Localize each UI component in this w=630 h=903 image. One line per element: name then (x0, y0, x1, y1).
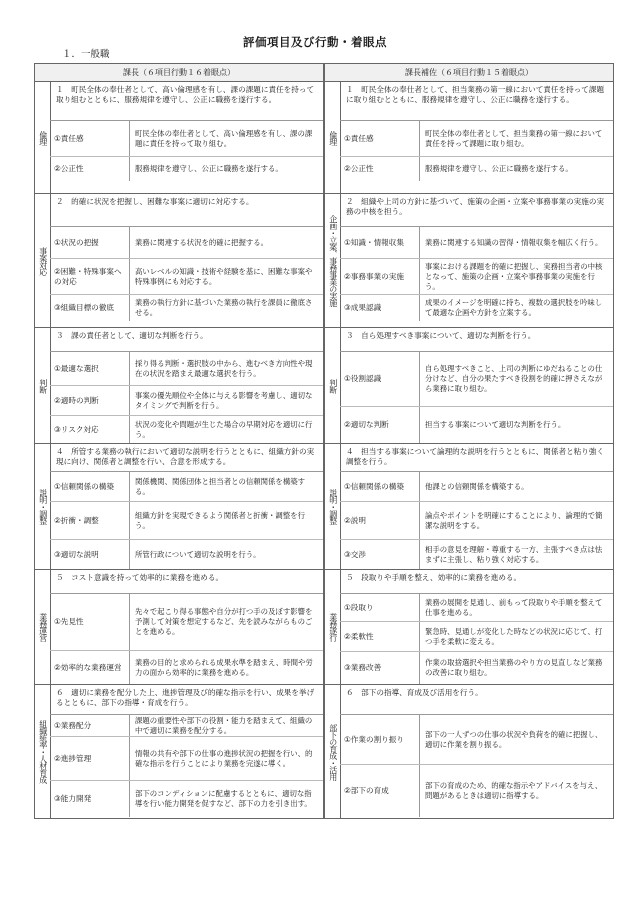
item-content (50, 444, 323, 569)
column-header: 課長補佐（６項目行動１５着眼点） (325, 64, 613, 82)
viewpoint-description: 部下の一人ずつの仕事の状況や負荷を的確に把握し、適切に作業を割り振る。 (425, 729, 603, 749)
item-action-statement: ６ 適切に業務を配分した上、進捗管理及び的確な指示を行い、成果を挙げるとともに、部下の指導・育成を行う。 (50, 685, 323, 715)
viewpoint-name: ①知識・情報収集 (340, 227, 420, 258)
viewpoint-row (50, 227, 323, 259)
viewpoint-name: ①信頼関係の構築 (340, 472, 420, 501)
viewpoint-description: 情報の共有や部下の仕事の進捗状況の把握を行い、的確な指示を行うことにより業務を完遂に導く。 (135, 748, 313, 768)
viewpoint-description: 作業の取捨選択や担当業務のやり方の見直しなど業務の改善に取り組む。 (425, 658, 603, 677)
viewpoint-name: ②適切な判断 (340, 407, 420, 443)
item-action-statement: ２ 的確に状況を把握し、困難な事案に適切に対応する。 (50, 194, 323, 227)
viewpoint-description: 業務の目的と求められる成果水準を踏まえ、時間や労力の面から効率的に業務を進める。 (135, 657, 313, 677)
evaluation-item-block (325, 444, 613, 570)
viewpoint-name: ②進捗管理 (50, 737, 130, 780)
category-label: 部下の育成・活用 (325, 685, 341, 818)
viewpoint-name: ①業務配分 (50, 715, 130, 736)
viewpoint-row (340, 352, 613, 407)
viewpoint-row (50, 737, 323, 781)
viewpoint-description: 高いレベルの知識・技術や経験を基に、困難な事案や特殊事例にも対応する。 (135, 266, 313, 286)
viewpoint-name: ②部下の育成 (340, 765, 420, 817)
item-content (340, 570, 613, 684)
item-content (50, 570, 323, 684)
viewpoint-name: ②適時の判断 (50, 386, 130, 415)
right-table-kacho-hosa (324, 63, 614, 819)
viewpoint-row (50, 259, 323, 295)
evaluation-item-block (35, 444, 323, 570)
viewpoint-name: ②公正性 (340, 157, 420, 181)
viewpoint-row (50, 540, 323, 569)
viewpoint-row (340, 121, 613, 157)
viewpoint-description: 事案における課題を的確に把握し、実務担当者の中核となって、施策の企画・立案や事務事業の実施を行う。 (425, 261, 603, 291)
viewpoint-row (340, 472, 613, 502)
viewpoint-row (340, 594, 613, 622)
viewpoint-row (50, 651, 323, 684)
category-label: 倫理 (325, 82, 341, 193)
viewpoint-row (50, 352, 323, 386)
item-content (340, 82, 613, 193)
item-content (50, 194, 323, 327)
viewpoint-name: ③業務改善 (340, 652, 420, 684)
viewpoint-row (340, 407, 613, 443)
viewpoint-row (50, 157, 323, 181)
category-label: 倫理 (35, 82, 51, 193)
section-label: １．一般職 (62, 49, 110, 60)
evaluation-item-block (35, 570, 323, 685)
viewpoint-description: 採り得る判断・選択肢の中から、進むべき方向性や現在の状況を踏まえ最適な選択を行う。 (135, 358, 313, 378)
evaluation-item-block (35, 328, 323, 444)
viewpoint-description: 組織方針を実現できるよう関係者と折衝・調整を行う。 (135, 510, 305, 530)
viewpoint-name: ①責任感 (340, 121, 420, 156)
viewpoint-row (340, 157, 613, 181)
evaluation-item-block (35, 685, 323, 818)
evaluation-item-block (325, 328, 613, 444)
viewpoint-description: 所管行政について適切な説明を行う。 (135, 549, 261, 559)
evaluation-item-block (325, 82, 613, 194)
evaluation-item-block (325, 570, 613, 685)
viewpoint-name: ②事務事業の実施 (340, 259, 420, 294)
left-table-kacho (34, 63, 324, 819)
viewpoint-description: 緊急時、見通しが変化した時などの状況に応じて、打つ手を柔軟に変える。 (425, 626, 603, 646)
category-label: 判断 (35, 328, 51, 443)
item-action-statement: １ 町民全体の奉仕者として、高い倫理感を有し、課の課題に責任を持って取り組むとともに、服務規律を遵守し、公正に職務を遂行する。 (50, 82, 323, 121)
viewpoint-row (50, 715, 323, 737)
viewpoint-description: 町民全体の奉仕者として、高い倫理感を有し、課の課題に責任を持って取り組む。 (135, 128, 313, 148)
viewpoint-row (340, 502, 613, 540)
viewpoint-row (50, 472, 323, 502)
viewpoint-name: ①責任感 (50, 121, 130, 156)
column-header: 課長（６項目行動１６着眼点） (35, 64, 323, 82)
viewpoint-description: 部下の育成のため、的確な指示やアドバイスを与え、問題があるときは適切に指導する。 (425, 781, 603, 800)
viewpoint-name: ③能力開発 (50, 781, 130, 817)
viewpoint-name: ②説明 (340, 502, 420, 539)
viewpoint-description: 論点やポイントを明確にすることにより、論理的で簡潔な説明をする。 (425, 510, 603, 530)
item-action-statement: ４ 担当する事案について論理的な説明を行うとともに、関係者と粘り強く調整を行う。 (340, 444, 613, 472)
viewpoint-row (340, 652, 613, 684)
item-action-statement: １ 町民全体の奉仕者として、担当業務の第一線において責任を持って課題に取り組むとともに、服務規律を遵守し、公正に職務を遂行する。 (340, 82, 613, 121)
viewpoint-description: 他課との信頼関係を構築する。 (425, 481, 529, 491)
viewpoint-description: 業務に関連する状況を的確に把握する。 (135, 237, 269, 247)
category-label: 事案対応 (35, 194, 51, 327)
category-label: 説明・調整 (325, 444, 341, 569)
viewpoint-row (340, 715, 613, 765)
viewpoint-description: 町民全体の奉仕者として、担当業務の第一線において責任を持って課題に取り組む。 (425, 128, 603, 148)
viewpoint-description: 部下のコンディションに配慮するとともに、適切な指導を行い能力開発を促すなど、部下の力を引き出す。 (135, 789, 312, 808)
viewpoint-row (340, 540, 613, 569)
viewpoint-row (50, 781, 323, 817)
viewpoint-row (340, 765, 613, 817)
viewpoint-description: 自ら処理すべきこと、上司の判断にゆだねることの仕分けなど、自分の果たすべき役割を的確に押さえながら業務に取り組む。 (425, 364, 603, 393)
evaluation-item-block (325, 194, 613, 328)
viewpoint-name: ①段取り (340, 594, 420, 621)
viewpoint-name: ①役割認識 (340, 352, 420, 406)
viewpoint-name: ③交渉 (340, 540, 420, 569)
viewpoint-description: 先々で起こり得る事態や自分が打つ手の及ぼす影響を予測して対策を想定するなど、先を読みながらものごとを進める。 (135, 607, 313, 636)
item-content (50, 685, 323, 818)
viewpoint-name: ①作業の割り振り (340, 715, 420, 764)
page-title: 評価項目及び行動・着眼点 (243, 35, 387, 49)
viewpoint-description: 事案の優先順位や全体に与える影響を考慮し、適切なタイミングで判断を行う。 (135, 390, 313, 410)
viewpoint-row (50, 416, 323, 443)
category-label: 企画・立案、事務事業の実施 (325, 194, 341, 327)
viewpoint-name: ③成果認識 (340, 295, 420, 321)
category-label: 組織統率・人材育成 (35, 685, 51, 818)
viewpoint-row (50, 295, 323, 321)
viewpoint-name: ②柔軟性 (340, 622, 420, 651)
item-content (50, 82, 323, 193)
viewpoint-name: ②公正性 (50, 157, 130, 181)
evaluation-item-block (325, 685, 613, 818)
item-action-statement: ２ 組織や上司の方針に基づいて、施策の企画・立案や事務事業の実施の実務の中核を担う。 (340, 194, 613, 227)
category-label: 判断 (325, 328, 341, 443)
viewpoint-name: ①信頼関係の構築 (50, 472, 130, 501)
viewpoint-row (340, 622, 613, 652)
item-content (340, 444, 613, 569)
viewpoint-row (50, 594, 323, 651)
viewpoint-row (340, 259, 613, 295)
evaluation-item-block (35, 194, 323, 328)
viewpoint-description: 状況の変化や問題が生じた場合の早期対応を適切に行う。 (135, 419, 313, 439)
viewpoint-name: ①最適な選択 (50, 352, 130, 385)
viewpoint-description: 担当する事案について適切な判断を行う。 (425, 420, 566, 429)
viewpoint-row (50, 386, 323, 416)
viewpoint-description: 課題の重要性や部下の役割・能力を踏まえて、組織の中で適切に業務を配分する。 (135, 715, 313, 735)
item-content (340, 685, 613, 818)
viewpoint-name: ②困難・特殊事案への対応 (50, 259, 130, 294)
viewpoint-row (340, 295, 613, 321)
viewpoint-description: 関係機関、関係団体と担当者との信頼関係を構築する。 (135, 476, 305, 496)
category-label: 説明・調整 (35, 444, 51, 569)
viewpoint-name: ②折衝・調整 (50, 502, 130, 539)
viewpoint-name: ②効率的な業務運営 (50, 651, 130, 684)
viewpoint-description: 服務規律を遵守し、公正に職務を遂行する。 (425, 164, 573, 173)
viewpoint-name: ①先見性 (50, 594, 130, 650)
viewpoint-description: 相手の意見を理解・尊重する一方、主張すべき点は怯まずに主張し、粘り強く対応する。 (425, 544, 603, 564)
viewpoint-description: 服務規律を遵守し、公正に職務を遂行する。 (135, 164, 283, 173)
viewpoint-row (50, 121, 323, 157)
item-action-statement: ５ 段取りや手順を整え、効率的に業務を進める。 (340, 570, 613, 594)
viewpoint-description: 成果のイメージを明確に持ち、複数の選択肢を吟味して最適な企画や方針を立案する。 (425, 298, 603, 317)
category-label: 業務遂行 (325, 570, 341, 684)
evaluation-item-block (35, 82, 323, 194)
item-action-statement: ３ 課の責任者として、適切な判断を行う。 (50, 328, 323, 352)
item-content (340, 328, 613, 443)
viewpoint-name: ③リスク対応 (50, 416, 130, 443)
item-content (340, 194, 613, 327)
viewpoint-description: 業務の執行方針に基づいた業務の執行を課員に徹底させる。 (135, 298, 313, 317)
viewpoint-row (340, 227, 613, 259)
viewpoint-description: 業務の展開を見通し、前もって段取りや手順を整えて仕事を進める。 (425, 597, 603, 617)
viewpoint-description: 業務に関連する知識の習得・情報収集を幅広く行う。 (425, 237, 603, 247)
viewpoint-row (50, 502, 323, 540)
item-content (50, 328, 323, 443)
item-action-statement: ５ コスト意識を持って効率的に業務を進める。 (50, 570, 323, 594)
viewpoint-name: ③適切な説明 (50, 540, 130, 569)
item-action-statement: ６ 部下の指導、育成及び活用を行う。 (340, 685, 613, 715)
viewpoint-name: ③組織目標の徹底 (50, 295, 130, 321)
category-label: 業務運営 (35, 570, 51, 684)
item-action-statement: ３ 自ら処理すべき事案について、適切な判断を行う。 (340, 328, 613, 352)
item-action-statement: ４ 所管する業務の執行において適切な説明を行うとともに、組織方針の実現に向け、関係者と調整を行い、合意を形成する。 (50, 444, 323, 472)
viewpoint-name: ①状況の把握 (50, 227, 130, 258)
